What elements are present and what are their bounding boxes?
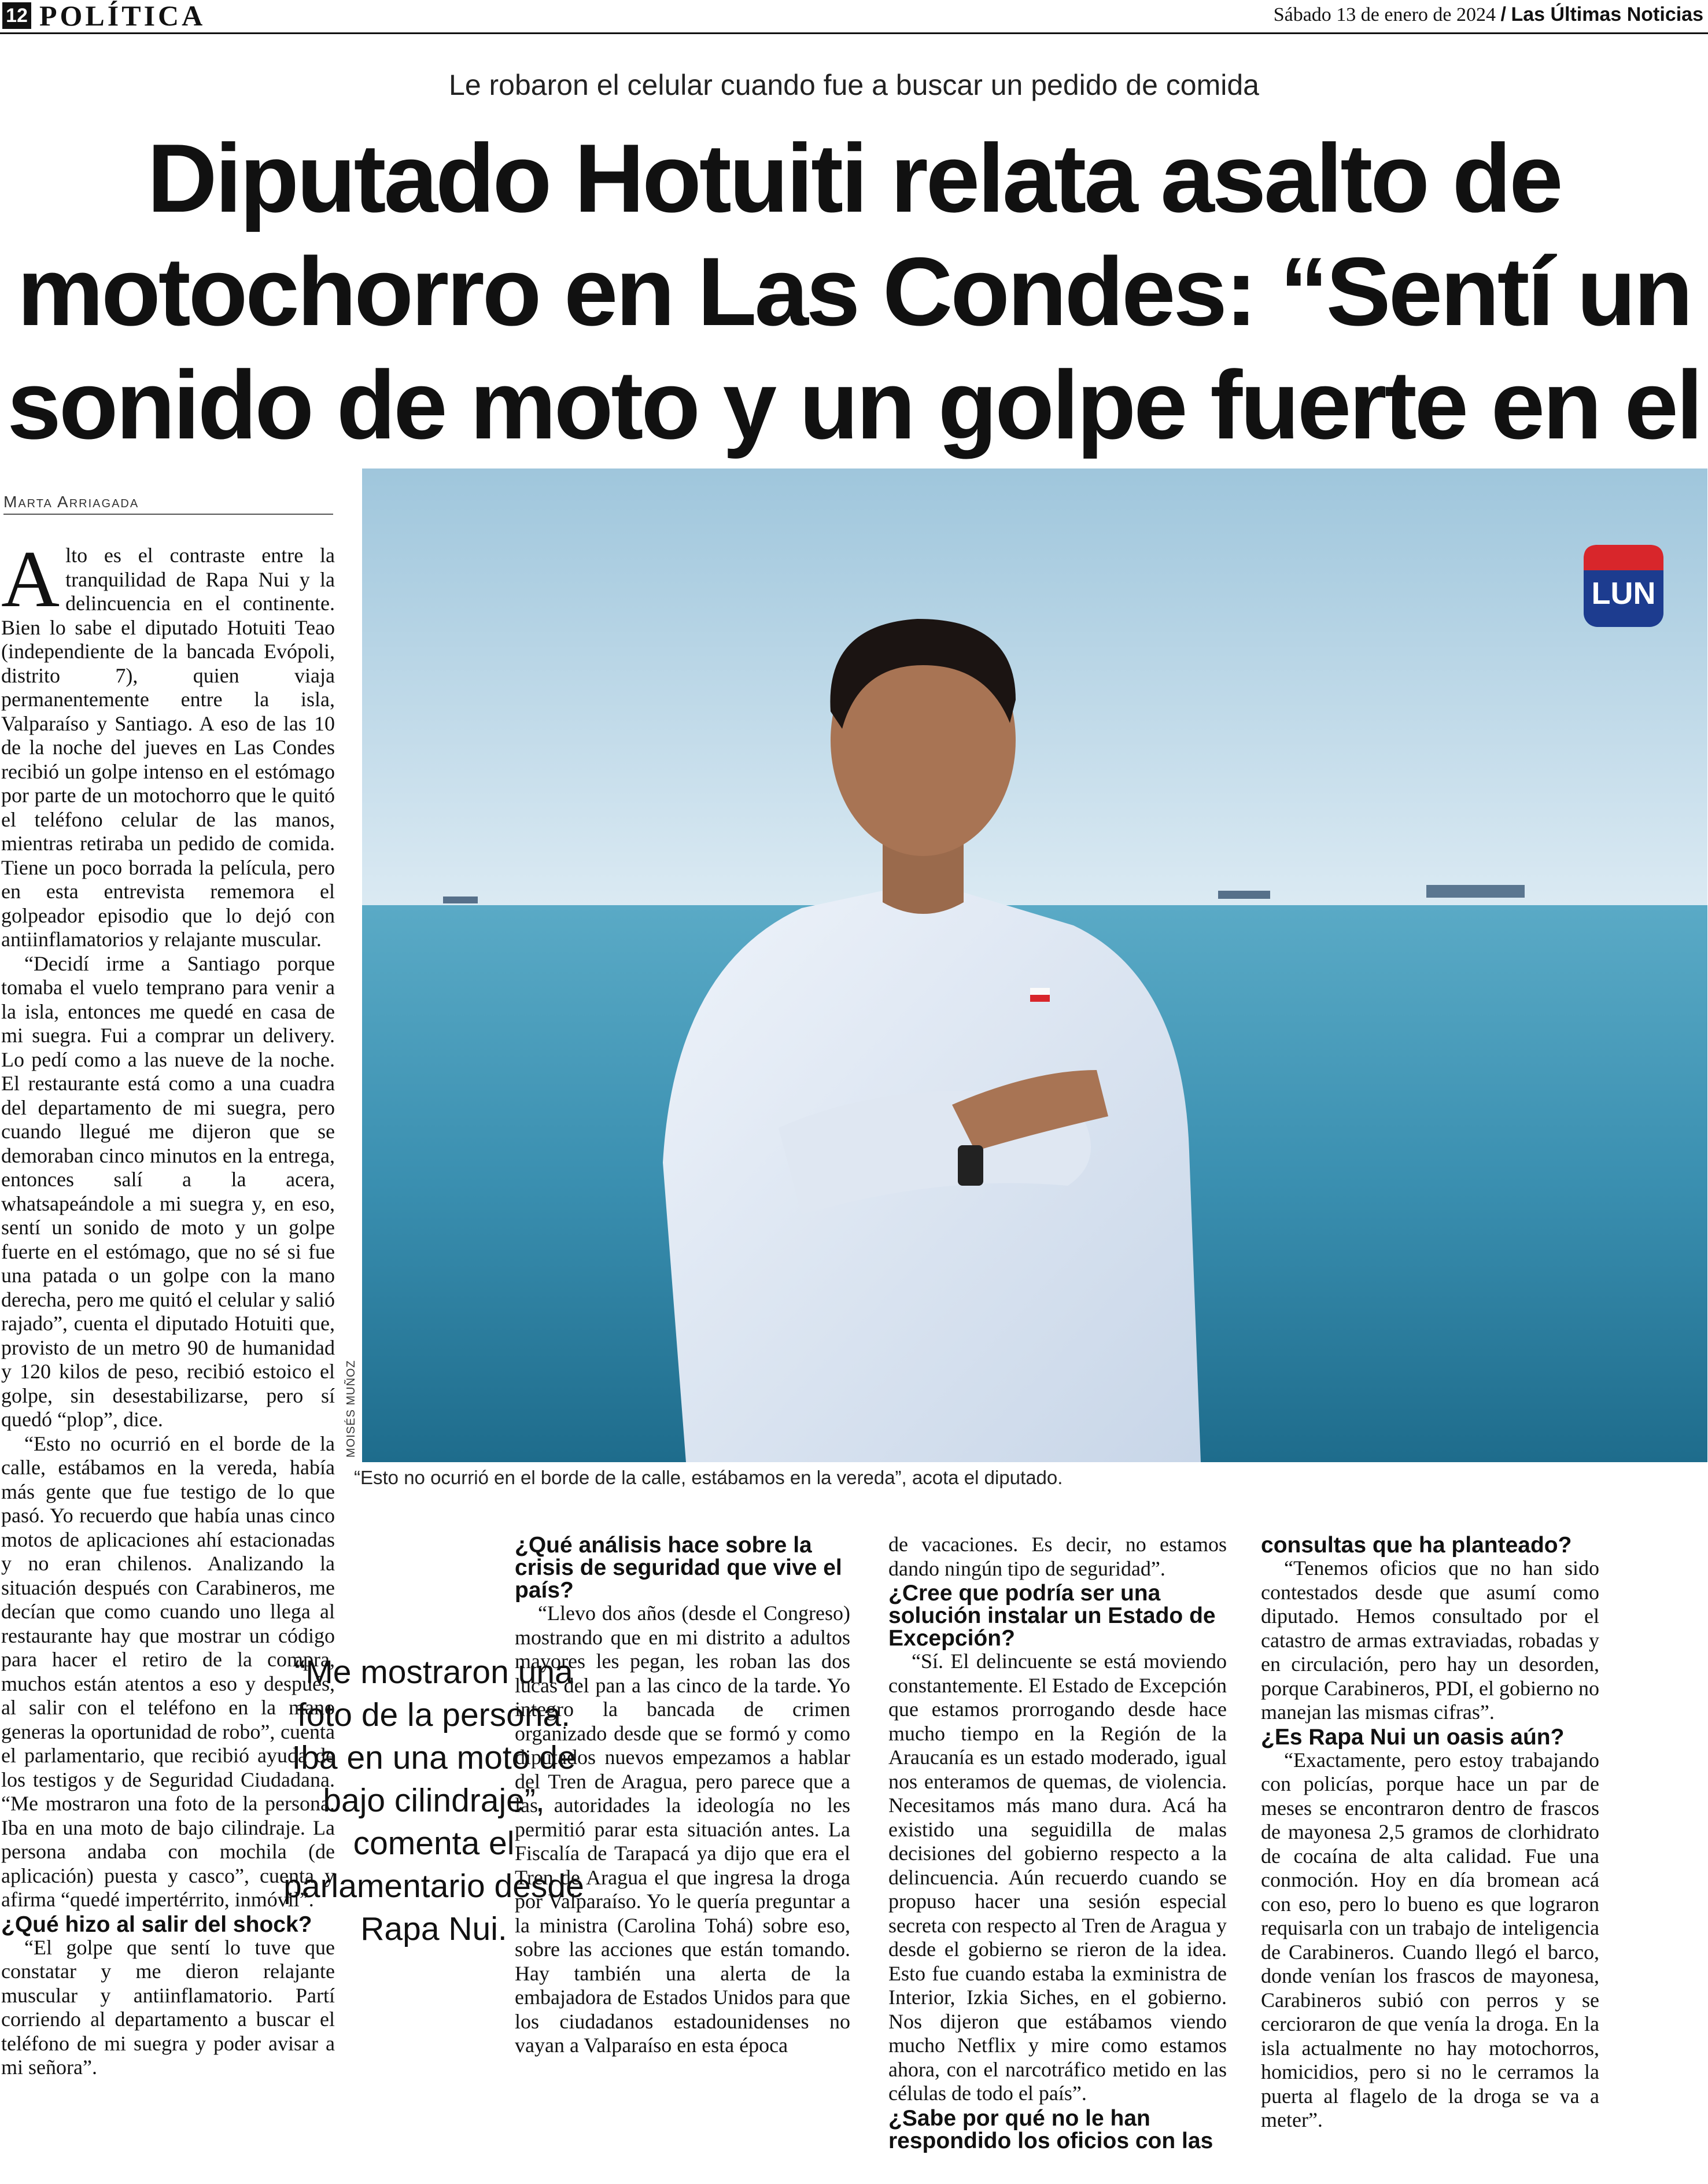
interview-answer: “El golpe que sentí lo tuve que constatar y me dieron relajante muscular y antiinflamatorio. Partí corriendo al departamento a buscar el teléfono de mi suegra y poder avisar a mi señora”. (1, 1935, 335, 2079)
page-number: 12 (2, 2, 31, 29)
column-3 (888, 1533, 1227, 2152)
drop-cap: A (1, 534, 60, 624)
interview-question: ¿Sabe por qué no le han respondido los oficios con las (888, 2105, 1213, 2153)
interview-question: ¿Cree que podría ser una solución instalar un Estado de Excepción? (888, 1581, 1216, 1651)
interview-answer-continued: de vacaciones. Es decir, no estamos dando ningún tipo de seguridad”. (888, 1533, 1227, 1580)
byline-rule (3, 514, 333, 515)
photo-credit-text: MOISÉS MUÑOZ (345, 1360, 357, 1458)
lead-paragraph (1, 534, 335, 952)
lun-logo-icon (1584, 545, 1663, 627)
page-header (0, 0, 1708, 32)
publication-name: Las Últimas Noticias (1511, 3, 1703, 25)
photo-credit (344, 1360, 361, 1458)
column-4 (1261, 1533, 1599, 2133)
interview-answer: “Exactamente, pero estoy trabajando con policías, porque hace un par de meses se encontraron dentro de frascos de mayonesa 2,5 gramos de clorhidrato de cocaína de alta calidad. Fue una conmoción. Hoy en día bromean acá con eso, pero lo bueno es que lograron requisarla con un trabajo de inteligencia de Carabineros. Cuando llegó el barco, donde venían los frascos de mayonesa, Carabineros subió con perros y se cercioraron de que venía la droga. En la isla actualmente no hay motochorros, homicidios, pero si no le cerramos la puerta al flagelo de la droga se va a meter”. (1261, 1748, 1599, 2131)
interview-answer: “Tenemos oficios que no han sido contestados desde que asumí como diputado. Hemos consultado por el catastro de armas extraviadas, robadas y en circulación, pero hay un desorden, porque Carabineros, PDI, el gobierno no manejan las mismas cifras”. (1261, 1556, 1599, 1724)
column-2 (515, 1533, 850, 2058)
interview-question-continued: consultas que ha planteado? (1261, 1533, 1572, 1558)
section-name: POLÍTICA (39, 0, 206, 32)
body-paragraph: “Esto no ocurrió en el borde de la calle, estábamos en la vereda, había más gente que fue testigo de lo que pasó. Yo recuerdo que había unas cinco motos de aplicaciones ahí estacionadas y no eran chilenos. Analizando la situación después con Carabineros, me decían que como cuando uno llega al restaurante hay que mostrar un código para hacer el retiro de la compra, muchos están atentos a eso y después, al salir con el teléfono en la mano generas la oportunidad de robo”, cuenta el parlamentario, que recibió ayuda de los testigos y de Seguridad Ciudadana. “Me mostraron una foto de la persona. Iba en una moto de bajo cilindraje. La persona andaba con mochila (de aplicación) puesta y casco”, cuenta y afirma “quedé impertérrito, inmóvil”. (1, 1432, 335, 1911)
byline: Marta Arriagada (3, 493, 139, 511)
lead-text: lto es el contraste entre la tranquilidad de Rapa Nui y la delincuencia en el continente. Bien lo sabe el diputado Hotuiti Teao (independiente de la bancada Evópoli, distrito 7), quien viaja permanentemente entre la isla, Valparaíso y Santiago. A eso de las 10 de la noche del jueves en Las Condes recibió un golpe intenso en el estómago por parte de un motochorro que le quitó el teléfono celular de las manos, mientras retiraba un pedido de comida. Tiene un poco borrada la película, pero en esta entrevista rememora el golpeador episodio que lo dejó con antiinflamatorios y relajante muscular. (1, 544, 335, 951)
interview-question: ¿Es Rapa Nui un oasis aún? (1261, 1724, 1565, 1750)
pull-quote: “Me mostraron una foto de la persona. Iba en una moto de bajo cilindraje”, comenta el parlamentario desde Rapa Nui. (283, 1654, 584, 1947)
dateline-separator: / (1500, 3, 1506, 25)
interview-question: ¿Qué análisis hace sobre la crisis de seguridad que vive el país? (515, 1533, 842, 1603)
photo-caption: “Esto no ocurrió en el borde de la calle, estábamos en la vereda”, acota el diputado. (354, 1467, 1063, 1488)
article-photo (362, 468, 1707, 1462)
issue-date: Sábado 13 de enero de 2024 (1273, 4, 1496, 25)
dateline (1274, 3, 1703, 26)
interview-question: ¿Qué hizo al salir del shock? (1, 1912, 312, 1937)
body-paragraph: “Decidí irme a Santiago porque tomaba el vuelo temprano para venir a la isla, entonces me quedé en casa de mi suegra. Fui a comprar un delivery. Lo pedí como a las nueve de la noche. El restaurante está como a una cuadra del departamento de mi suegra, pero cuando llegué me dijeron que se demoraban cinco minutos en la entrega, entonces salí a la acera, whatsapeándole a mi suegra y, en eso, sentí un sonido de moto y un golpe fuerte en el estómago, que no sé si fue una patada o un golpe con la mano derecha, pero me quitó el celular y salió rajado”, cuenta el diputado Hotuiti que, provisto de un metro 90 de humanidad y 120 kilos de peso, recibió estoico el golpe, sin desestabilizarse, pero sí quedó “plop”, dice. (1, 951, 335, 1431)
interview-answer: “Llevo dos años (desde el Congreso) mostrando que en mi distrito a adultos mayores les pegan, les roban las dos lucas del pan a las cinco de la tarde. Yo integro la bancada de crimen organizado desde que se formó y como diputados nuevos empezamos a hablar del Tren de Aragua, pero parece que a las autoridades la ideología no les permitió parar esta situación antes. La Fiscalía de Tarapacá ya dijo que era el Tren de Aragua el que ingresa la droga por Valparaíso. Yo le quería preguntar a la ministra (Carolina Tohá) sobre eso, sobre las acciones que están tomando. Hay también una alerta de la embajadora de Estados Unidos para que los ciudadanos estadounidenses no vayan a Valparaíso en esta época (515, 1602, 850, 2057)
header-rule (0, 32, 1708, 34)
interview-answer: “Sí. El delincuente se está moviendo constantemente. El Estado de Excepción que estamos prorrogando desde hace mucho tiempo en la Región de la Araucanía es un estado moderado, igual nos enteramos de quemas, de violencia. Necesitamos más mano dura. Acá ha existido una seguidilla de malas decisiones del gobierno respecto a la delincuencia. Aún recuerdo cuando se propuso hacer una sesión especial secreta con respecto al Tren de Aragua y desde el gobierno se rieron de la idea. Esto fue cuando estaba la exministra de Interior, Izkia Siches, en el gobierno. Nos dijeron que estábamos viendo mucho Netflix y mire como estamos ahora, con el narcotráfico metido en las células de todo el país”. (888, 1650, 1227, 2105)
kicker: Le robaron el celular cuando fue a buscar un pedido de comida (449, 69, 1259, 101)
lun-logo-text: LUN (1591, 576, 1656, 611)
headline: Diputado Hotuiti relata asalto de motochorro en Las Condes: “Sentí un sonido de moto y un golpe fuerte en el (7, 124, 1701, 459)
